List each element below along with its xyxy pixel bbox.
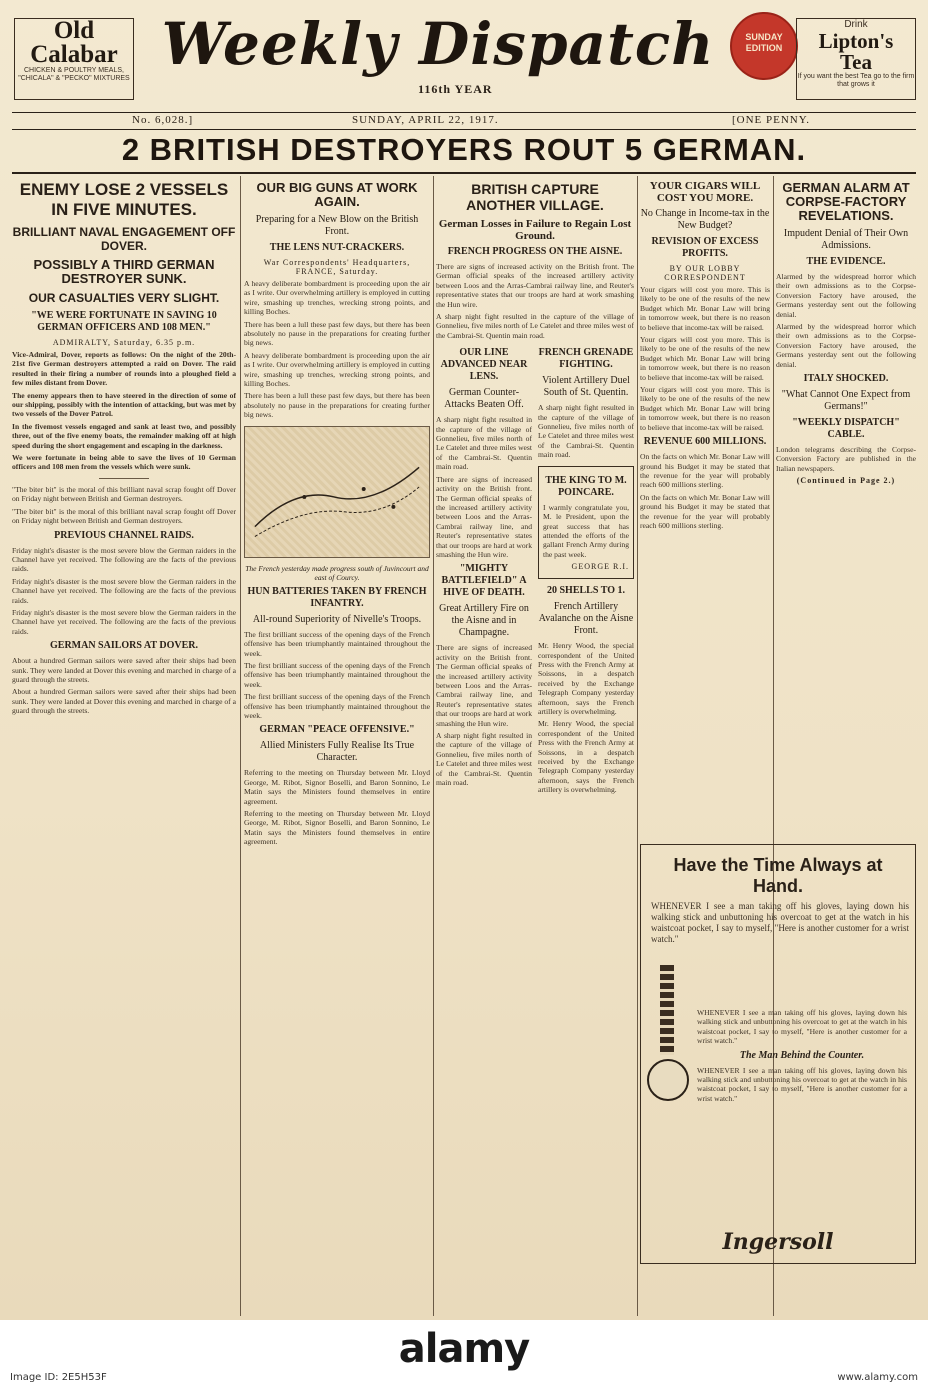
article-headline: BRITISH CAPTURE ANOTHER VILLAGE. xyxy=(466,181,604,213)
sub-article-grenade xyxy=(538,343,634,797)
ad-detail: CHICKEN & POULTRY MEALS, "CHICALA" & "PECKO" MIXTURES xyxy=(18,67,130,82)
image-id: Image ID: 2E5H53F xyxy=(10,1372,107,1383)
ad-tagline: The Man Behind the Counter. xyxy=(739,1049,865,1061)
subheading: THE LENS NUT-CRACKERS. xyxy=(269,242,405,253)
article-paragraph: Alarmed by the widespread horror which their own admissions as to the Corpse-Conversion Factory have aroused, the Germans yesterday sent out the following denial. xyxy=(776,322,916,369)
column-big-guns xyxy=(244,176,430,1316)
subheading: POSSIBLY A THIRD GERMAN DESTROYER SUNK. xyxy=(33,257,215,286)
subheading: Violent Artillery Duel South of St. Quentin. xyxy=(542,375,630,399)
quote-heading: "WE WERE FORTUNATE IN SAVING 10 GERMAN OFFICERS AND 108 MEN." xyxy=(31,310,217,333)
subheading: OUR CASUALTIES VERY SLIGHT. xyxy=(28,291,220,305)
article-paragraph: On the facts on which Mr. Bonar Law will ground his Budget it may be stated that the revenue for the year will probably reach 600 millions sterling. xyxy=(640,492,770,530)
article-paragraph: Mr. Henry Wood, the special correspondent of the United Press with the French Army at Soissons, in a despatch received by the Exchange Telegraph Company yesterday afternoon, says the French artillery is overwhelming. xyxy=(538,719,634,795)
box-title: THE KING TO M. POINCARE. xyxy=(545,474,627,498)
ingersoll-ad xyxy=(640,836,916,1256)
box-signature: GEORGE R.I. xyxy=(571,562,629,572)
article-paragraph: Your cigars will cost you more. This is likely to be one of the results of the new Budget which Mr. Bonar Law will bring in tomorrow week, but there is no reason to believe that income-tax will be raised. xyxy=(640,285,770,332)
dateline-admiralty: ADMIRALTY, Saturday, 6.35 p.m. xyxy=(52,338,196,347)
article-paragraph: A sharp night fight resulted in the capture of the village of Gonnelieu, five miles north of Le Catelet and three miles west of the Cambrai-St. Quentin main road. xyxy=(436,312,634,340)
subheading: OUR LINE ADVANCED NEAR LENS. xyxy=(440,347,528,383)
article-headline: YOUR CIGARS WILL COST YOU MORE. xyxy=(649,180,761,204)
article-paragraph: Mr. Henry Wood, the special correspondent of the United Press with the French Army at Soissons, in a despatch received by the Exchange Telegraph Company yesterday afternoon, says the French artillery is overwhelming. xyxy=(538,641,634,716)
seal-text: SUNDAY EDITION xyxy=(745,32,783,53)
divider xyxy=(99,478,149,479)
masthead xyxy=(8,6,920,106)
article-paragraph: Referring to the meeting on Thursday between Mr. Lloyd George, M. Ribot, Signor Boselli, and Baron Sonnino, Le Matin says the Ministers found themselves in entire agreement. xyxy=(244,768,430,806)
subheading: "MIGHTY BATTLEFIELD" A HIVE OF DEATH. xyxy=(441,563,527,599)
subheading: German Losses in Failure to Regain Lost Ground. xyxy=(438,218,632,242)
ad-brand-line2: Calabar xyxy=(30,41,118,68)
king-message-box xyxy=(538,466,634,579)
article-paragraph: On the facts on which Mr. Bonar Law will ground his Budget it may be stated that the revenue for the year will probably reach 600 millions sterling. xyxy=(640,452,770,490)
split-articles xyxy=(436,343,634,797)
ad-drink: Drink xyxy=(844,19,868,30)
column-rule xyxy=(433,176,434,1316)
subheading: Preparing for a New Blow on the British Front. xyxy=(255,214,419,237)
article-paragraph: There has been a lull these past few days, but there has been absolutely no pause in the preparations for creating further big news. xyxy=(244,391,430,420)
article-paragraph: Friday night's disaster is the most severe blow the German raiders in the Channel have yet received. The following are the facts of the previous raids. xyxy=(12,576,236,605)
newspaper-title: Weekly Dispatch xyxy=(161,10,715,78)
article-paragraph: About a hundred German sailors were saved after their ships had been sunk. They were landed at Dover this evening and marched in charge of a guard through the streets. xyxy=(12,656,236,684)
ad-tagline: If you want the best Tea go to the firm that grows it xyxy=(797,73,915,88)
subheading: "What Cannot One Expect from Germans!" xyxy=(781,389,911,413)
article-paragraph: London telegrams describing the Corpse-Conversion Factory are published in the Italian newspapers. xyxy=(776,445,916,473)
column-rule xyxy=(240,176,241,1316)
sub-article-lens xyxy=(436,343,532,797)
subheading: PREVIOUS CHANNEL RAIDS. xyxy=(54,529,194,541)
article-paragraph: Alarmed by the widespread horror which their own admissions as to the Corpse-Conversion Factory have aroused, the Germans yesterday sent out the following denial. xyxy=(776,272,916,319)
continued-note: (Continued in Page 2.) xyxy=(796,476,896,486)
subheading: GERMAN SAILORS AT DOVER. xyxy=(50,640,198,652)
article-paragraph: In the fivemost vessels engaged and sank at least two, and possibly three, out of the five enemy boats, the remainder making off at high speed during the short engagement and escaping in the darkness. xyxy=(12,421,236,450)
article-paragraph: Your cigars will cost you more. This is likely to be one of the results of the new Budget which Mr. Bonar Law will bring in tomorrow week, but there is no reason to believe that income-tax will be raised. xyxy=(640,335,770,382)
article-paragraph: Friday night's disaster is the most severe blow the German raiders in the Channel have yet received. The following are the facts of the previous raids. xyxy=(12,545,236,574)
stock-url: www.alamy.com xyxy=(837,1372,918,1383)
article-headline: OUR BIG GUNS AT WORK AGAIN. xyxy=(256,180,418,209)
year-label: 116th YEAR xyxy=(418,82,493,96)
article-paragraph: A heavy deliberate bombardment is proceeding upon the air as I write. Our overwhelming artillery is employed in cutting wire, smashing up trenches, wrecking strong points, and killing Boches. xyxy=(244,350,430,389)
article-paragraph: The first brilliant success of the opening days of the French offensive has been triumphantly maintained throughout the week. xyxy=(244,629,430,658)
dateline: War Correspondents' Headquarters, FRANCE, Saturday. xyxy=(263,258,411,276)
watch-face xyxy=(647,1059,689,1101)
article-paragraph: The first brilliant success of the opening days of the French offensive has been triumphantly maintained throughout the week. xyxy=(244,660,430,689)
subheading: Great Artillery Fire on the Aisne and in Champagne. xyxy=(439,603,529,639)
article-paragraph: We were fortunate in being able to save the lives of 10 German officers and 108 men from the vessels which were sunk. xyxy=(12,453,236,472)
liptons-tea-ad xyxy=(796,18,916,100)
subheading: REVENUE 600 MILLIONS. xyxy=(643,436,767,448)
issue-price: [ONE PENNY. xyxy=(732,114,811,126)
map-caption: The French yesterday made progress south of Juvincourt and east of Courcy. xyxy=(245,563,429,582)
article-paragraph: Referring to the meeting on Thursday between Mr. Lloyd George, M. Ribot, Signor Boselli, and Baron Sonnino, Le Matin says the Ministers found themselves in entire agreement. xyxy=(244,808,430,847)
ad-brand-line1: Old xyxy=(53,17,95,44)
article-paragraph: There are signs of increased activity on the British front. The German official speaks of the increased artillery activity between Loos and the Arras-Cambrai railway line, and Reuter's representative states that our troops are hard at work smashing the Hun wire. xyxy=(436,262,634,309)
column-british-capture xyxy=(436,176,634,1316)
article-headline: GERMAN ALARM AT CORPSE-FACTORY REVELATIONS. xyxy=(782,180,910,223)
issue-date: SUNDAY, APRIL 22, 1917. xyxy=(352,114,499,126)
ad-paragraph: WHENEVER I see a man taking off his gloves, laying down his walking stick and unbuttoning his overcoat to get at the watch in his waistcoat pocket, I say to myself, "Here is another customer for a wrist watch." xyxy=(697,1008,907,1046)
article-paragraph: There are signs of increased activity on the British front. The German official speaks of the increased artillery activity between Loos and the Arras-Cambrai railway line, and Reuter's representative states that our troops are hard at work smashing the Hun wire. xyxy=(436,643,532,728)
stock-watermark-band xyxy=(0,1320,928,1390)
column-rule xyxy=(637,176,638,1316)
box-text: I warmly congratulate you, M. le President, upon the great success that has attended the efforts of the gallant French Army during the past week. xyxy=(543,502,629,559)
subheading: All-round Superiority of Nivelle's Troops. xyxy=(252,613,422,625)
column-naval-engagement xyxy=(12,176,236,1316)
article-paragraph: The first brilliant success of the opening days of the French offensive has been triumphantly maintained throughout the week. xyxy=(244,692,430,720)
subheading: FRENCH GRENADE FIGHTING. xyxy=(538,347,634,371)
ad-paragraph: WHENEVER I see a man taking off his gloves, laying down his walking stick and unbuttoning his overcoat to get at the watch in his waistcoat pocket, I say to myself, "Here is another customer for a wrist watch." xyxy=(697,1065,907,1103)
front-line-map xyxy=(244,426,430,558)
article-paragraph: A sharp night fight resulted in the capture of the village of Gonnelieu, five miles north of Le Catelet and three miles west of the Cambrai-St. Quentin main road. xyxy=(436,731,532,788)
article-paragraph: A sharp night fight resulted in the capture of the village of Gonnelieu, five miles north of Le Catelet and three miles west of the Cambrai-St. Quentin main road. xyxy=(436,415,532,472)
subheading: Impudent Denial of Their Own Admissions. xyxy=(783,228,909,251)
subheading: BRILLIANT NAVAL ENGAGEMENT OFF DOVER. xyxy=(12,225,236,253)
article-headline: ENEMY LOSE 2 VESSELS IN FIVE MINUTES. xyxy=(19,180,229,219)
subheading: German Counter-Attacks Beaten Off. xyxy=(444,387,524,411)
map-drawing xyxy=(245,427,429,557)
subheading: No Change in Income-tax in the New Budget? xyxy=(640,208,770,231)
main-headline: 2 BRITISH DESTROYERS ROUT 5 GERMAN. xyxy=(12,132,916,174)
ad-brand-line1: Lipton's xyxy=(818,29,894,53)
subheading: GERMAN "PEACE OFFENSIVE." xyxy=(259,724,415,736)
article-paragraph: "The biter bit" is the moral of this brilliant naval scrap fought off Dover on Friday night between British and German destroyers. xyxy=(12,484,236,504)
column-corpse-factory xyxy=(776,176,916,646)
subheading: French Artillery Avalanche on the Aisne Front. xyxy=(538,601,634,637)
article-paragraph: Your cigars will cost you more. This is likely to be one of the results of the new Budget which Mr. Bonar Law will bring in tomorrow week, but there is no reason to believe that income-tax will be raised. xyxy=(640,385,770,432)
alamy-logo: alamy xyxy=(398,1326,530,1372)
wrist-watch-icon xyxy=(647,965,687,1115)
article-paragraph: Friday night's disaster is the most severe blow the German raiders in the Channel have yet received. The following are the facts of the previous raids. xyxy=(12,607,236,636)
article-paragraph: A heavy deliberate bombardment is proceeding upon the air as I write. Our overwhelming artillery is employed in cutting wire, smashing up trenches, wrecking strong points, and killing Boches. xyxy=(244,279,430,317)
article-paragraph: About a hundred German sailors were saved after their ships had been sunk. They were landed at Dover this evening and marched in charge of a guard through the streets. xyxy=(12,687,236,716)
subheading: THE EVIDENCE. xyxy=(806,256,886,267)
ingersoll-logo: Ingersoll xyxy=(722,1229,834,1255)
subheading: ITALY SHOCKED. xyxy=(803,373,889,385)
subheading: "WEEKLY DISPATCH" CABLE. xyxy=(792,417,900,441)
ad-frame xyxy=(640,844,916,1264)
article-paragraph: There has been a lull these past few days, but there has been absolutely no pause in the preparations for creating further big news. xyxy=(244,319,430,348)
ad-body xyxy=(697,1005,907,1106)
article-paragraph: A sharp night fight resulted in the capture of the village of Gonnelieu, five miles north of Le Catelet and three miles west of the Cambrai-St. Quentin main road. xyxy=(538,403,634,460)
old-calabar-ad xyxy=(14,18,134,100)
article-paragraph: "The biter bit" is the moral of this brilliant naval scrap fought off Dover on Friday night between British and German destroyers. xyxy=(12,506,236,526)
watch-strap xyxy=(660,965,674,1055)
issue-number: No. 6,028.] xyxy=(132,114,194,126)
dateline xyxy=(12,112,916,130)
byline: BY OUR LOBBY CORRESPONDENT xyxy=(664,264,746,282)
sunday-edition-seal xyxy=(730,12,798,80)
ad-title: Have the Time Always at Hand. xyxy=(673,855,883,896)
article-paragraph: There are signs of increased activity on the British front. The German official speaks of the increased artillery activity between Loos and the Arras-Cambrai railway line, and Reuter's representative states that our troops are hard at work smashing the Hun wire. xyxy=(436,474,532,559)
subheading: Allied Ministers Fully Realise Its True Character. xyxy=(259,740,415,764)
ad-brand-line2: Tea xyxy=(840,50,872,74)
subheading: FRENCH PROGRESS ON THE AISNE. xyxy=(447,246,623,257)
article-paragraph: The enemy appears then to have steered in the direction of some of our shipping, possibly with the intention of attacking, but was met by two vessels of the Dover Patrol. xyxy=(12,390,236,419)
subheading: REVISION OF EXCESS PROFITS. xyxy=(651,236,759,259)
subheading: HUN BATTERIES TAKEN BY FRENCH INFANTRY. xyxy=(247,585,427,609)
subheading: 20 SHELLS TO 1. xyxy=(547,585,625,597)
ad-text: WHENEVER I see a man taking off his gloves, laying down his walking stick and unbuttoning his overcoat to get at the watch in his waistcoat pocket, I say to myself, "Here is another customer for a wrist watch." xyxy=(651,901,909,944)
article-paragraph: Vice-Admiral, Dover, reports as follows: On the night of the 20th-21st five German destroyers attempted a raid on Dover. The raid resulted in their firing a number of rounds into a ploughed field a few miles distant from Dover. xyxy=(12,350,236,388)
